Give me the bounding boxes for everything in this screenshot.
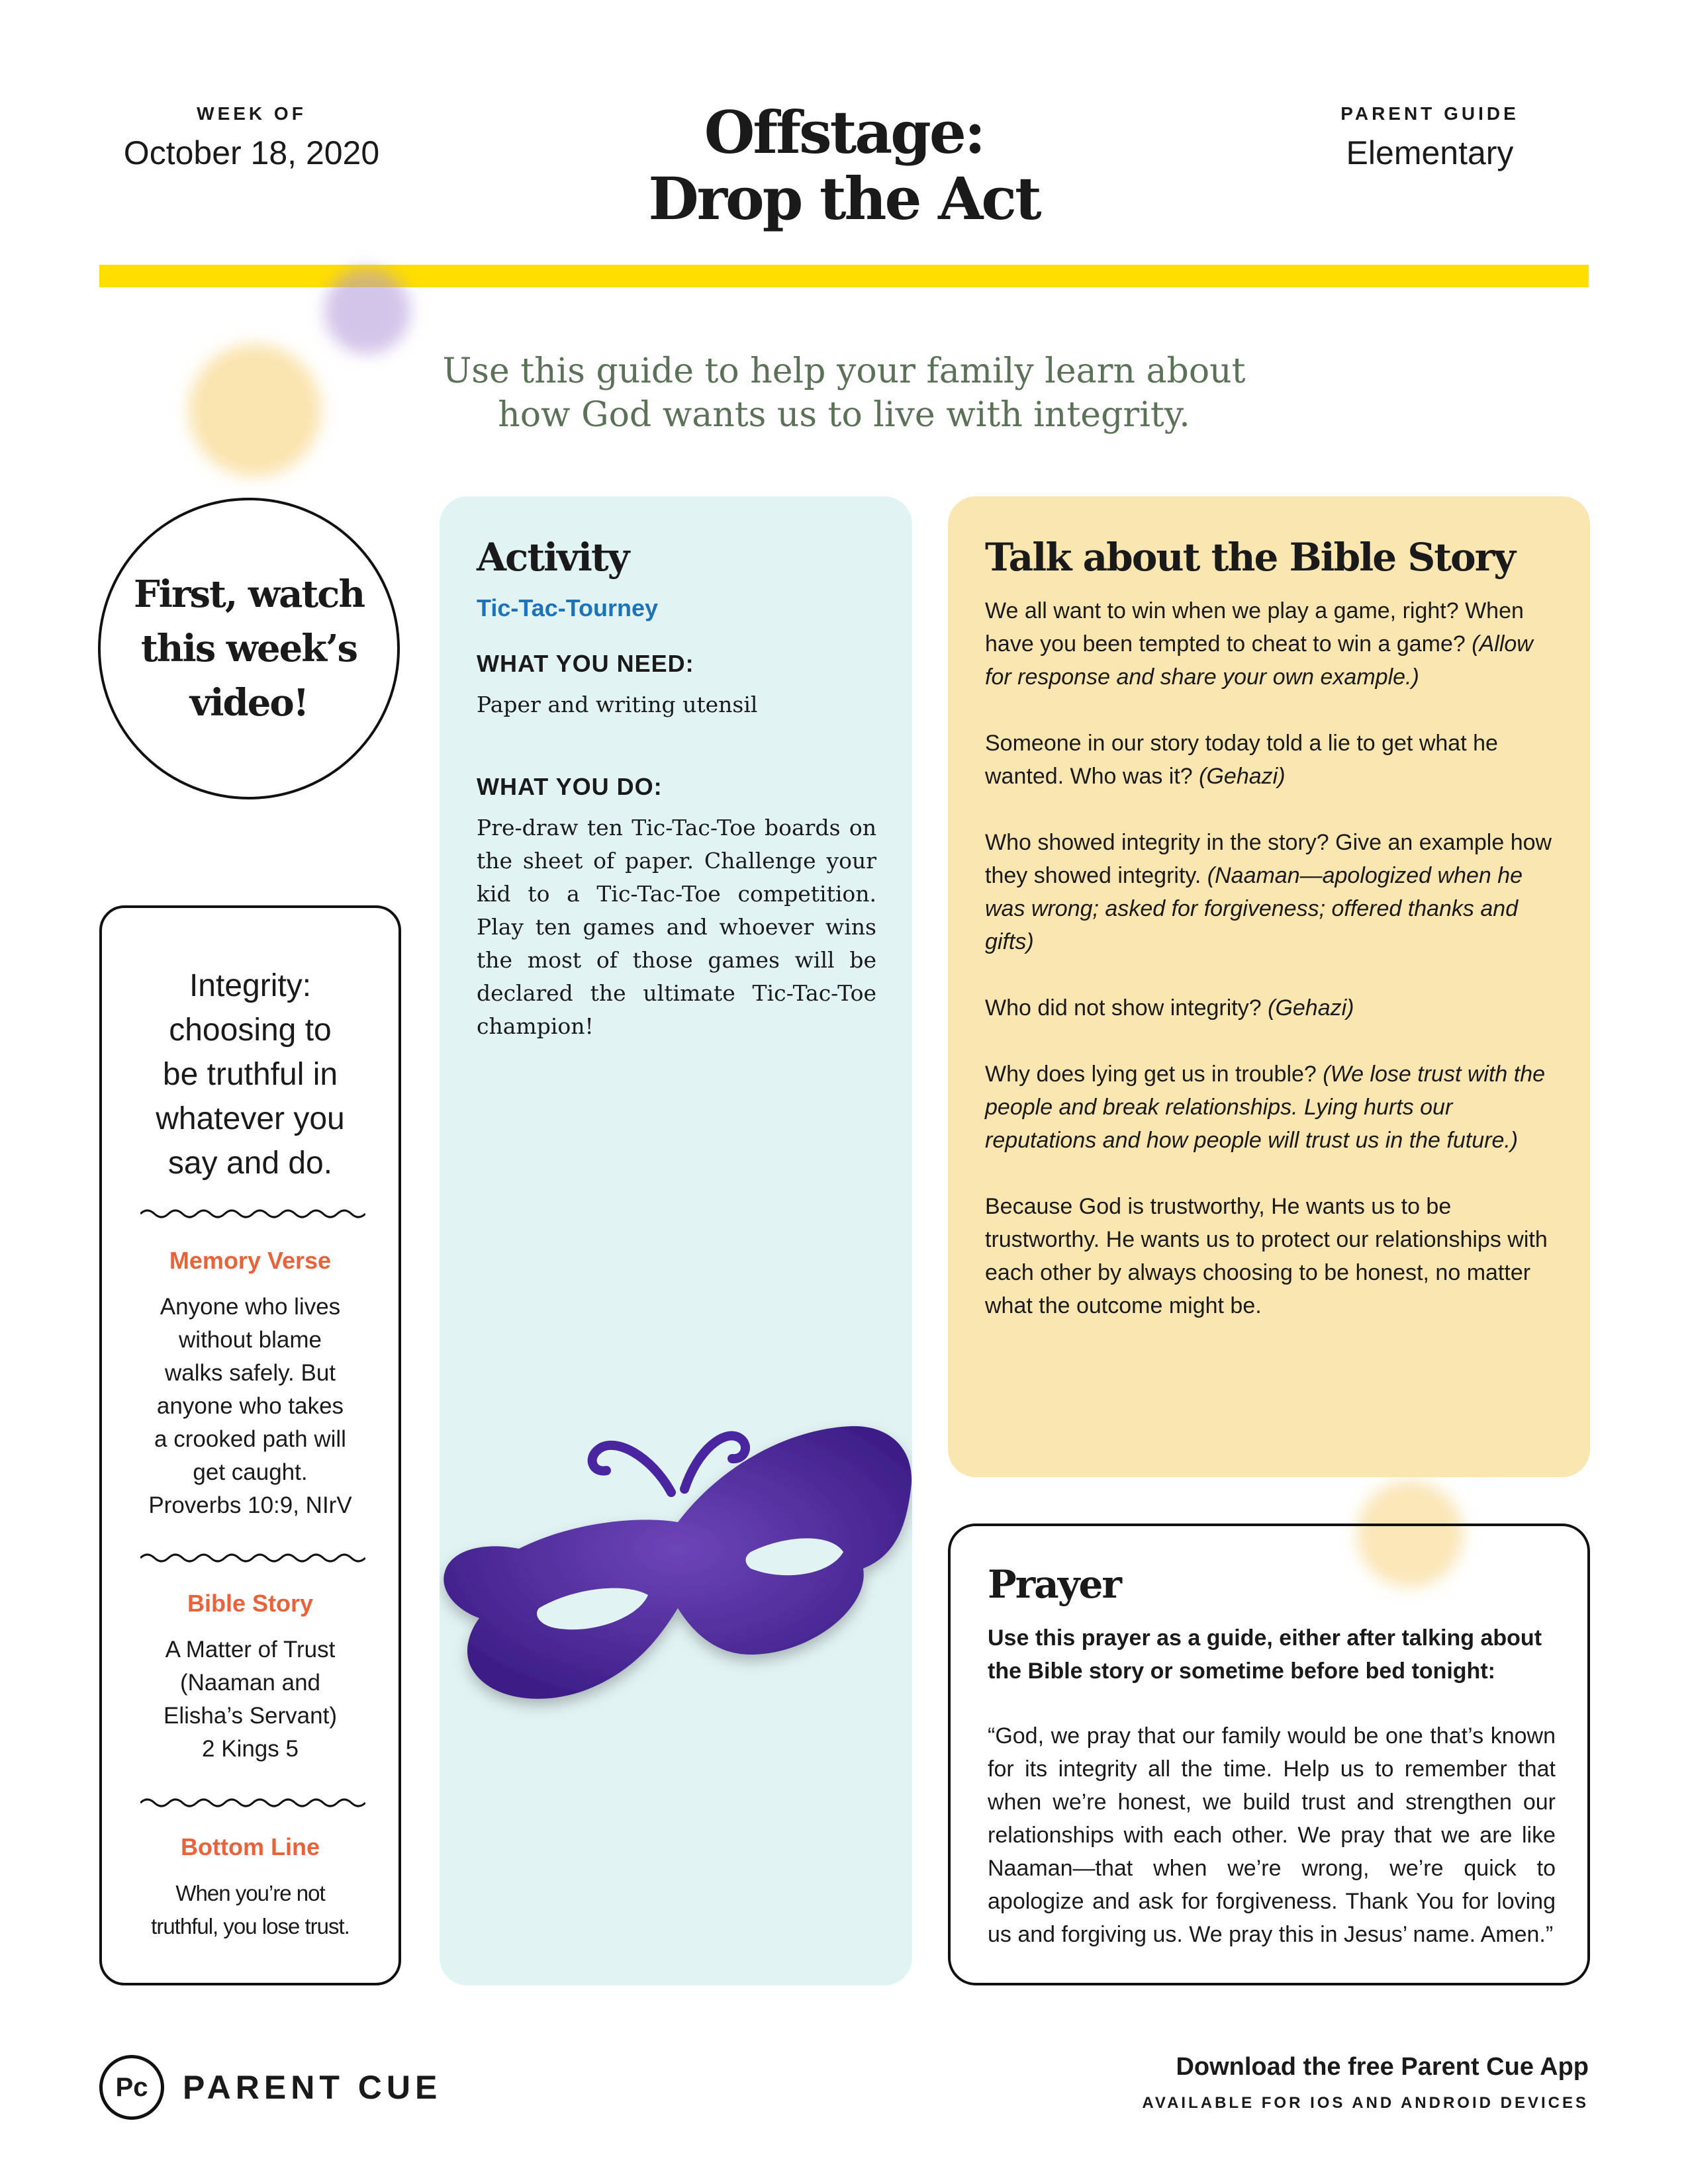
wave-divider	[140, 1796, 365, 1809]
bible-story-line: 2 Kings 5	[202, 1736, 299, 1762]
memory-verse-text	[115, 1291, 385, 1522]
wave-divider	[140, 1207, 365, 1220]
brand-name: PARENT CUE	[183, 2069, 442, 2106]
available-devices-text: AVAILABLE FOR IOS AND ANDROID DEVICES	[1142, 2094, 1589, 2112]
purple-mask-illustration	[440, 1390, 912, 1734]
decor-dot	[189, 344, 321, 477]
watch-line-1: First, watch	[133, 572, 365, 616]
what-you-do-label: WHAT YOU DO:	[477, 773, 663, 800]
what-you-do-text: Pre-draw ten Tic-Tac-Toe boards on the sheet of paper. Challenge your kid to a Tic-Tac-Toe competition. Play ten games and whoever wins the most of those games will be declared the ultimate Tic-Tac-Toe champion!	[477, 815, 876, 1039]
decor-dot	[324, 268, 410, 354]
talk-paragraph	[985, 594, 1554, 694]
intro-line-2: how God wants us to live with integrity.	[498, 395, 1190, 435]
definition-line: Integrity:	[189, 968, 312, 1003]
integrity-definition	[102, 964, 399, 1185]
parent-cue-logo-icon	[99, 2055, 164, 2120]
talk-answer: (Gehazi)	[1199, 764, 1286, 789]
definition-line: choosing to	[169, 1013, 332, 1048]
prayer-intro: Use this prayer as a guide, either after talking about the Bible story or sometime before bed tonight:	[988, 1625, 1542, 1684]
prayer-body: “God, we pray that our family would be one that’s known for its integrity all the time. Help us to remember that when we’re honest, we build trust and strengthen our relationships with each other. We pray that we are like Naaman—that when we’re wrong, we’re quick to apologize and ask for forgiveness. Thank You for loving us and forgiving us. We pray this in Jesus’ name. Amen.”	[988, 1723, 1556, 1947]
guide-label: PARENT GUIDE	[1340, 103, 1519, 124]
definition-line: be truthful in	[162, 1057, 338, 1092]
definition-line: whatever you	[156, 1101, 345, 1136]
download-app-text: Download the free Parent Cue App	[1176, 2053, 1589, 2081]
title-line-2: Drop the Act	[648, 164, 1040, 233]
memory-verse-line: anyone who takes	[156, 1393, 344, 1419]
memory-verse-line: get caught.	[193, 1459, 308, 1485]
talk-paragraph	[985, 1190, 1554, 1322]
memory-verse-reference: Proverbs 10:9, NIrV	[148, 1492, 352, 1518]
bottom-line-line: truthful, you lose trust.	[151, 1914, 350, 1938]
talk-question: Who did not show integrity?	[985, 995, 1262, 1021]
talk-answer: (We lose trust with the people and break relationships. Lying hurts our reputations and how people will trust us in the future.)	[985, 1062, 1546, 1153]
week-date: October 18, 2020	[123, 134, 380, 171]
bottom-line-line: When you’re not	[175, 1881, 325, 1905]
week-label: WEEK OF	[197, 103, 306, 124]
title-line-1: Offstage:	[704, 98, 984, 167]
sidebar-card	[99, 905, 401, 1985]
memory-verse-line: walks safely. But	[164, 1360, 336, 1386]
watch-video-text	[130, 567, 368, 730]
bible-story-line: Elisha’s Servant)	[164, 1703, 337, 1729]
definition-line: say and do.	[167, 1146, 333, 1181]
memory-verse-line: without blame	[179, 1327, 322, 1353]
intro-text	[331, 349, 1357, 437]
talk-question: Someone in our story today told a lie to get what he wanted. Who was it?	[985, 731, 1498, 789]
activity-subtitle: Tic-Tac-Tourney	[477, 594, 659, 621]
activity-title: Activity	[477, 535, 629, 580]
talk-paragraph	[985, 826, 1554, 958]
talk-question: Why does lying get us in trouble?	[985, 1062, 1317, 1087]
talk-answer: (Naaman—apologized when he was wrong; asked for forgiveness; offered thanks and gifts)	[985, 863, 1523, 954]
bible-story-line: (Naaman and	[179, 1670, 321, 1696]
talk-title: Talk about the Bible Story	[985, 535, 1515, 580]
talk-paragraph	[985, 1058, 1554, 1157]
prayer-card	[948, 1524, 1590, 1985]
header-divider	[99, 265, 1589, 287]
wave-divider	[140, 1551, 365, 1565]
watch-video-circle	[98, 498, 400, 799]
bible-story-line: A Matter of Trust	[165, 1637, 336, 1662]
logo-mark: Pc	[115, 2072, 148, 2102]
what-you-need-label: WHAT YOU NEED:	[477, 650, 694, 677]
guide-level: Elementary	[1346, 134, 1514, 171]
talk-bible-story-card	[948, 496, 1590, 1477]
page-title	[579, 99, 1109, 232]
what-you-need-text: Paper and writing utensil	[477, 692, 758, 717]
talk-statement: Because God is trustworthy, He wants us to be trustworthy. He wants us to protect our relationships with each other by always choosing to be honest, no matter what the outcome might be.	[985, 1194, 1548, 1318]
bible-story-text	[115, 1633, 385, 1766]
bible-story-heading: Bible Story	[187, 1590, 314, 1617]
bottom-line-text	[115, 1877, 385, 1943]
prayer-title: Prayer	[988, 1562, 1121, 1607]
talk-questions	[985, 594, 1554, 1355]
talk-paragraph	[985, 991, 1554, 1024]
memory-verse-line: Anyone who lives	[160, 1294, 341, 1320]
bottom-line-heading: Bottom Line	[181, 1833, 320, 1860]
memory-verse-heading: Memory Verse	[169, 1247, 332, 1274]
watch-line-3: video!	[189, 681, 308, 725]
memory-verse-line: a crooked path will	[154, 1426, 346, 1452]
activity-card	[440, 496, 912, 1985]
talk-answer: (Gehazi)	[1268, 995, 1354, 1021]
talk-question: Who showed integrity in the story? Give an example how they showed integrity.	[985, 830, 1552, 888]
watch-line-2: this week’s	[140, 627, 357, 670]
talk-paragraph	[985, 727, 1554, 793]
intro-line-1: Use this guide to help your family learn about	[442, 351, 1246, 391]
talk-answer: (Allow for response and share your own example.)	[985, 631, 1533, 690]
talk-question: We all want to win when we play a game, right? When have you been tempted to cheat to win a game?	[985, 598, 1524, 657]
